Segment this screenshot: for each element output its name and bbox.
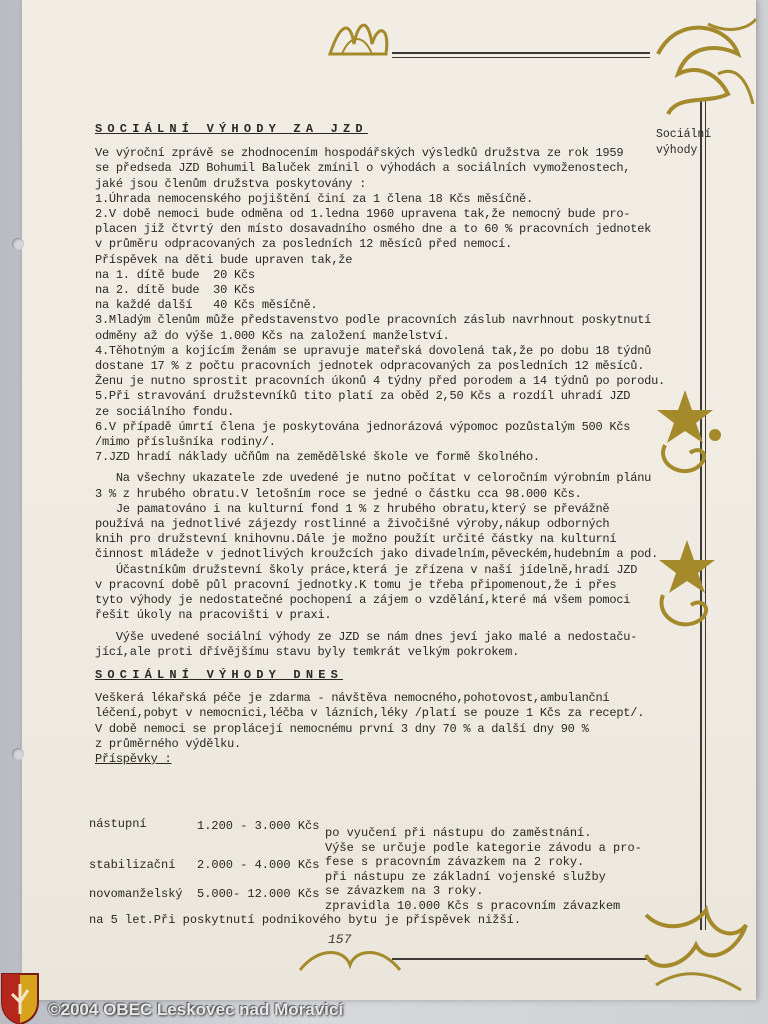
text-line: na 1. dítě bude 20 Kčs: [95, 267, 255, 282]
document-body: [95, 122, 695, 767]
text-line: Příspěvek na děti bude upraven tak,že: [95, 252, 353, 267]
text-line: činnost mládeže v jednotlivých kroužcích jako divadelním,pěveckém,hudebním a pod.: [95, 547, 659, 562]
text-line: knih pro družstevní knihovnu.Dále je možno použít určité částky na kulturní: [95, 532, 617, 547]
text-line: jící,ale proti dřívějšímu stavu byly temkrát velkým pokrokem.: [95, 644, 520, 659]
text-line: V době nemoci se proplácejí nemocnému první 3 dny 70 % a další dny 90 %: [95, 721, 589, 736]
text-line: Veškerá lékařská péče je zdarma - návštěva nemocného,pohotovost,ambulanční: [95, 691, 610, 706]
text-line: z průměrného výdělku.: [95, 736, 241, 751]
text-line: Na všechny ukazatele zde uvedené je nutno počítat v celoročním výrobním plánu: [95, 471, 652, 486]
text-line: 6.V případě úmrtí člena je poskytována jednorázová výpomoc pozůstalým 500 Kčs: [95, 419, 631, 434]
leaf-ornament-top-right-icon: [648, 14, 763, 124]
stipend-amount: 2.000 - 4.000 Kčs: [197, 858, 320, 872]
text-line: na 2. dítě bude 30 Kčs: [95, 283, 255, 298]
text-line: v průměru odpracovaných za posledních 12 měsíců před nemocí.: [95, 237, 513, 252]
page-number: 157: [328, 932, 352, 947]
side-note-line-1: Sociální: [656, 128, 712, 141]
text-line: 1.Úhrada nemocenského pojištění činí za 1 člena 18 Kčs měsíčně.: [95, 191, 533, 206]
text-line: 4.Těhotným a kojícím ženám se upravuje mateřská dovolená tak,že po dobu 18 týdnů: [95, 343, 652, 358]
text-line: 7.JZD hradí náklady učňům na zemědělské škole ve formě školného.: [95, 450, 540, 465]
heading-benefits-today: SOCIÁLNÍ VÝHODY DNES: [95, 667, 344, 682]
text-line: se předseda JZD Bohumil Baluček zmínil o výhodách a sociálních vymoženostech,: [95, 161, 631, 176]
text-line: řešit úkoly na pracovišti v praxi.: [95, 608, 332, 623]
text-line: Výše uvedené sociální výhody ze JZD se nám dnes jeví jako malé a nedostaču-: [95, 629, 638, 644]
frame-line-right: [700, 100, 702, 930]
punch-hole-top: [12, 238, 24, 250]
stipend-amount: 5.000- 12.000 Kčs: [197, 887, 320, 901]
municipality-coat-of-arms-icon: [0, 972, 40, 1024]
text-line: Ženu je nutno sprostit pracovních úkonů 4 týdny před porodem a 14 týdnů po porodu.: [95, 374, 665, 389]
frame-line-top: [392, 52, 650, 54]
text-line: 2.V době nemoci bude odměna od 1.ledna 1960 upravena tak,že nemocný bude pro-: [95, 207, 631, 222]
stipend-note: po vyučení při nástupu do zaměstnání. Výše se určuje podle kategorie závodu a pro-: [325, 826, 642, 855]
frame-line-top-inner: [392, 57, 650, 58]
stipend-label: nástupní: [89, 817, 147, 831]
text-line: Účastníkům družstevní školy práce,která je zřízena v naší jídelně,hradí JZD: [95, 562, 638, 577]
punch-hole-bottom: [12, 748, 24, 760]
leaf-ornament-top-left-icon: [320, 14, 400, 64]
text-line: Ve výroční zprávě se zhodnocením hospodářských výsledků družstva ze rok 1959: [95, 146, 624, 161]
text-line: 3 % z hrubého obratu.V letošním roce se jedné o částku cca 98.000 Kčs.: [95, 486, 582, 501]
stipend-label: stabilizační: [89, 858, 176, 872]
copyright-footer: ©2004 OBEC Leskovec nad Moravicí: [48, 1000, 344, 1019]
text-line: léčení,pobyt v nemocnici,léčba v lázních,léky /platí se pouze 1 Kčs za recept/.: [95, 706, 645, 721]
text-line: 3.Mladým členům může představenstvo podle pracovních záslub navrhnout poskytnutí: [95, 313, 652, 328]
text-line: placen již čtvrtý den místo dosavadního osmého dne a to 60 % pracovních jednotek: [95, 222, 652, 237]
text-line: /mimo příslušníka rodiny/.: [95, 435, 276, 450]
text-line: dostane 17 % z počtu pracovních jednotek odpracovaných za posledních 12 měsíců.: [95, 359, 645, 374]
text-line: používá na jednotlivé zájezdy rostlinné a živočišné výroby,nákup odborných: [95, 517, 610, 532]
stipend-label: novomanželský: [89, 887, 183, 901]
frame-line-right-inner: [705, 100, 706, 930]
frame-line-bottom: [392, 958, 650, 960]
leaf-ornament-bottom-right-icon: [636, 905, 751, 1000]
text-line: ze sociálního fondu.: [95, 404, 235, 419]
text-line-contributions: Příspěvky :: [95, 751, 172, 766]
side-note-line-2: výhody: [656, 144, 698, 157]
text-line: 5.Při stravování družstevníků tito platí za oběd 2,50 Kčs a rozdíl uhradí JZD: [95, 389, 631, 404]
text-line: Je pamatováno i na kulturní fond 1 % z hrubého obratu,který se převážně: [95, 501, 610, 516]
text-line: v pracovní době půl pracovní jednotky.K tomu je třeba připomenout,že i přes: [95, 577, 617, 592]
stipend-amount: 1.200 - 3.000 Kčs: [197, 819, 320, 833]
text-line: odměny až do výše 1.000 Kčs na založení manželství.: [95, 328, 450, 343]
stipend-note: se závazkem na 3 roky. zpravidla 10.000 Kčs s pracovním závazkem: [325, 884, 621, 913]
stipend-note: fese s pracovním závazkem na 2 roky. při nástupu ze základní vojenské služby: [325, 855, 606, 884]
stipend-last-line: na 5 let.Při poskytnutí podnikového bytu je příspěvek nižší.: [89, 913, 522, 927]
text-line: jaké jsou členům družstva poskytovány :: [95, 176, 367, 191]
text-line: na každé další 40 Kčs měsíčně.: [95, 298, 318, 313]
heading-benefits-jzd: SOCIÁLNÍ VÝHODY ZA JZD: [95, 122, 368, 136]
text-line: tyto výhody je nedostatečné pochopení a zájem o vzdělání,které má všem pomoci: [95, 593, 631, 608]
